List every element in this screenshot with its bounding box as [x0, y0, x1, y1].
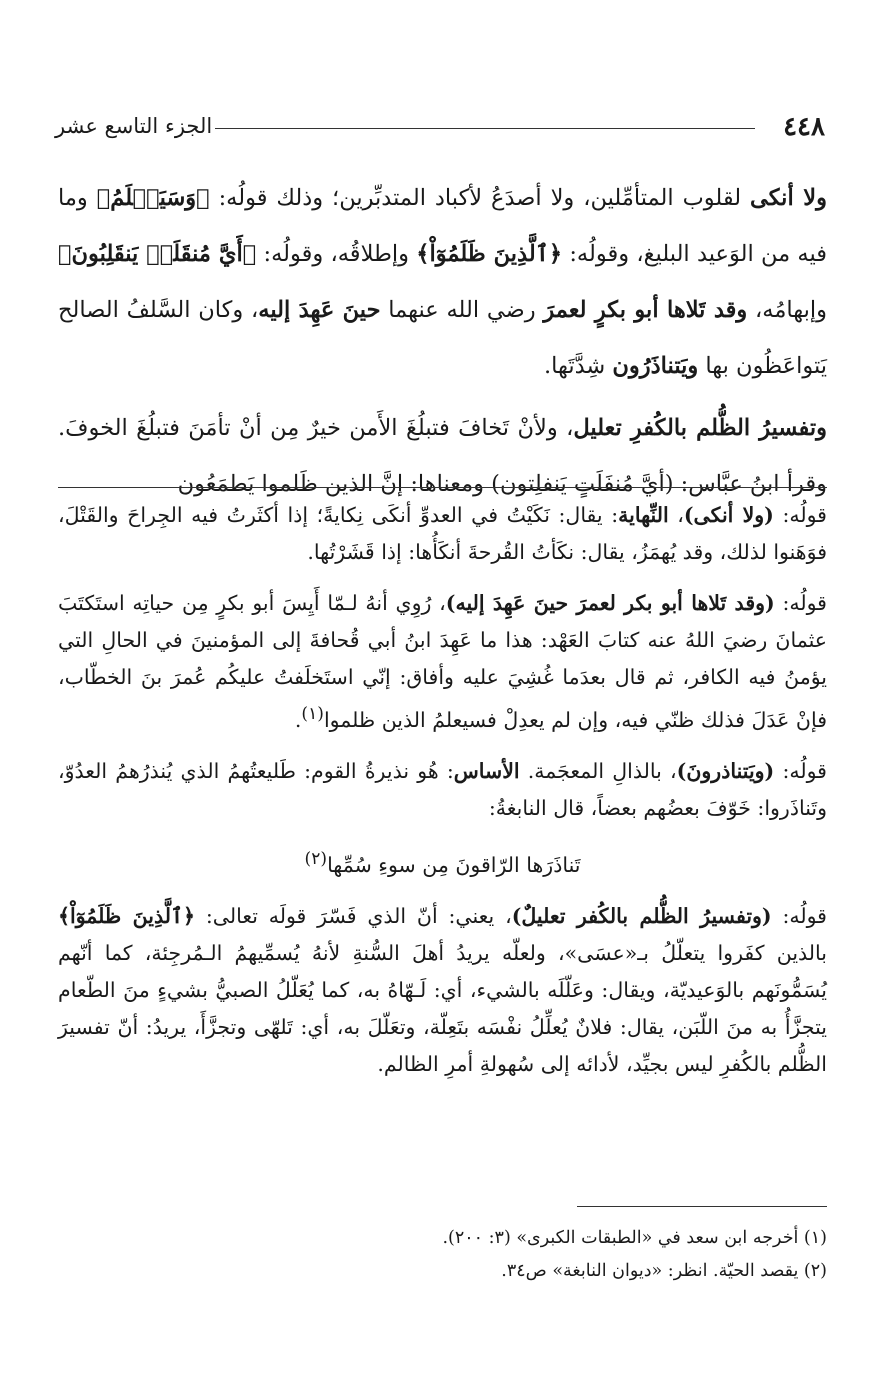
commented-phrase: (وقد تَلاها أبو بكر لعمرَ حينَ عَهِدَ إليه): [445, 591, 775, 615]
matn-phrase: وتفسيرُ الظُّلم بالكُفرِ تعليل: [573, 415, 827, 441]
commentary: [58, 497, 827, 1097]
commentary-text: ،: [431, 591, 446, 615]
commentary-text: : هُو نذيرةُ القوم: طَليعتُهمُ الذي يُنذرُهمُ العدُوّ، وتَناذَروا: خَوّفَ بعضُهم بعضاً، قال النابغةُ:: [58, 758, 827, 820]
main-text: [58, 170, 827, 512]
matn-phrase: ولا أنكى: [750, 185, 828, 211]
commentary-text: : يقال: نَكَيْتُ في العدوِّ أنكَى نِكايةً؛ إذا أكثَرتُ فيه الجِراحَ والقَتْلَ، فوَهَنوا لذلك، وقد يُهمَزُ، يقال: نكَأتُ القُرحةَ أنكَأُها: إذا قَشَرْتُها.: [58, 503, 827, 564]
matn-phrase: وقد تَلاها أبو بكرٍ لعمرَ: [543, 297, 748, 323]
main-text-span: شِدَّتَها.: [543, 353, 613, 379]
matn-phrase: ويَتناذَرُون: [612, 353, 699, 379]
commentary-text: ، يعني: أنّ الذي فَسّرَ قولَه تعالى:: [195, 903, 512, 928]
commentary-text: رُوِي أنهُ لـمّا أَيِسَ أبو بكرٍ مِن حياتِه استَكتَبَ عثمانَ رضيَ اللهُ عنه كتابَ العَهْد: هذا ما عَهِدَ ابنُ أبي قُحافةَ إلى المؤمنينَ في الحالِ التي يؤمنُ فيه الكافر، ثم قال بعدَما غُشِيَ عليه وأفاق: إنّي استَخلَفتُ عليكُم عُمرَ بنَ الخطّاب، فإنْ عَدَلَ فذلك ظنّي فيه، وإن لم يعدِلْ فسيعلمُ الذين ظلموا: [58, 591, 827, 732]
main-text-span: وإطلاقُه، وقولُه:: [256, 241, 417, 267]
running-title: الجزء التاسع عشر: [55, 114, 213, 138]
commentary-lead: قولُه:: [774, 758, 827, 783]
page-header: [55, 110, 825, 146]
footnote-ref[interactable]: (٢): [304, 848, 328, 869]
commented-phrase: (ولا أنكى): [683, 503, 774, 527]
footnotes: [58, 1222, 827, 1288]
commentary-lead: قولُه:: [774, 591, 827, 615]
poetry-verse: [58, 841, 827, 884]
commented-phrase: (ويَتناذرونَ): [676, 758, 775, 783]
commentary-divider: [58, 487, 827, 488]
commentary-text: بالذين كفَروا يتعلّلُ بـ«عسَى»، ولعلّه يريدُ أهلَ السُّنةِ لأنهُ يُسمِّيهمُ الـمُرجِئة، كما أنّهم يُسَمُّونَهم بالوَعيديّة، ويقال: وعَلّلَه بالشيء، أي: لَـهّاهُ به، كما يُعَلّلُ الصبيُّ بشيءٍ منَ الطّعام يتجزَّأُ به منَ اللّبَن، يقال: فلانٌ يُعلِّلُ نفْسَه بتَعِلّة، وتعَلّلَ به، أي: تَلهّى وتجزَّأَ، يريدُ: أنّ تفسيرَ الظُّلم بالكُفرِ ليس بجيِّد، لأدائه إلى سُهولةِ أمرِ الظالم.: [58, 940, 827, 1076]
commentary-paragraph: [58, 497, 827, 571]
source-name: الأساس: [453, 758, 520, 783]
footnote: (١) أخرجه ابن سعد في «الطبقات الكبرى» (٣: ٢٠٠).: [442, 1228, 827, 1248]
matn-phrase: حينَ عَهِدَ إليه: [258, 297, 381, 323]
quran-quote: ﴿وَسَيَعۡلَمُ﴾: [96, 185, 210, 211]
commented-phrase: (وتفسيرُ الظُّلم بالكُفر تعليلٌ): [511, 903, 772, 928]
main-text-span: رضي الله عنهما: [380, 297, 544, 323]
verse-text: تَناذَرَها الرّاقونَ مِن سوءِ سُمِّها: [327, 852, 581, 877]
commentary-text: .: [294, 707, 302, 732]
quran-quote: ﴿ٱلَّذِينَ ظَلَمُوٓاْ﴾: [416, 241, 563, 267]
commentary-text: ،: [668, 503, 684, 527]
main-text-span: ، وكان السَّلفُ الصالح يَتواعَظُون بها: [58, 297, 827, 379]
commentary-paragraph: [58, 753, 827, 827]
header-rule: [215, 128, 755, 129]
main-paragraph: [58, 170, 827, 394]
commentary-text: ، بالذالِ المعجَمة.: [519, 758, 677, 783]
page-number: ٤٤٨: [783, 112, 825, 142]
footnote: (٢) يقصد الحيّة. انظر: «ديوان النابغة» ص٣٤.: [501, 1261, 827, 1281]
commentary-paragraph: [58, 585, 827, 739]
quran-quote: ﴿ٱلَّذِينَ ظَلَمُوٓاْ﴾: [58, 903, 196, 928]
commentary-paragraph: [58, 898, 827, 1083]
footnote-rule: [577, 1206, 827, 1207]
main-text-span: وإبهامُه،: [747, 297, 828, 323]
quran-quote: ﴿أَيَّ مُنقَلَبٖ يَنقَلِبُونَ﴾: [58, 241, 257, 267]
main-text-span: ، ولأنْ تَخافَ فتبلُغَ الأَمن خيرٌ مِن أنْ تأمَنَ فتبلُغَ الخوفَ. وقرأ ابنُ عبَّاس: (أيَّ مُنفَلَتٍ يَنفلِتون) ومعناها: إنَّ الذين ظَلموا يَطمَعُون: [58, 415, 827, 497]
main-paragraph: [58, 400, 827, 512]
footnote-ref[interactable]: (١): [301, 704, 324, 724]
main-text-span: لقلوب المتأمِّلين، ولا أصدَعُ لأكباد المتدبِّرين؛ وذلك قولُه:: [209, 185, 750, 211]
commentary-lead: قولُه:: [771, 903, 827, 928]
commentary-lead: قولُه:: [773, 503, 827, 527]
source-name: النِّهاية: [618, 503, 669, 527]
main-text-span: وما فيه من الوَعيد البليغ، وقولُه:: [58, 185, 827, 267]
